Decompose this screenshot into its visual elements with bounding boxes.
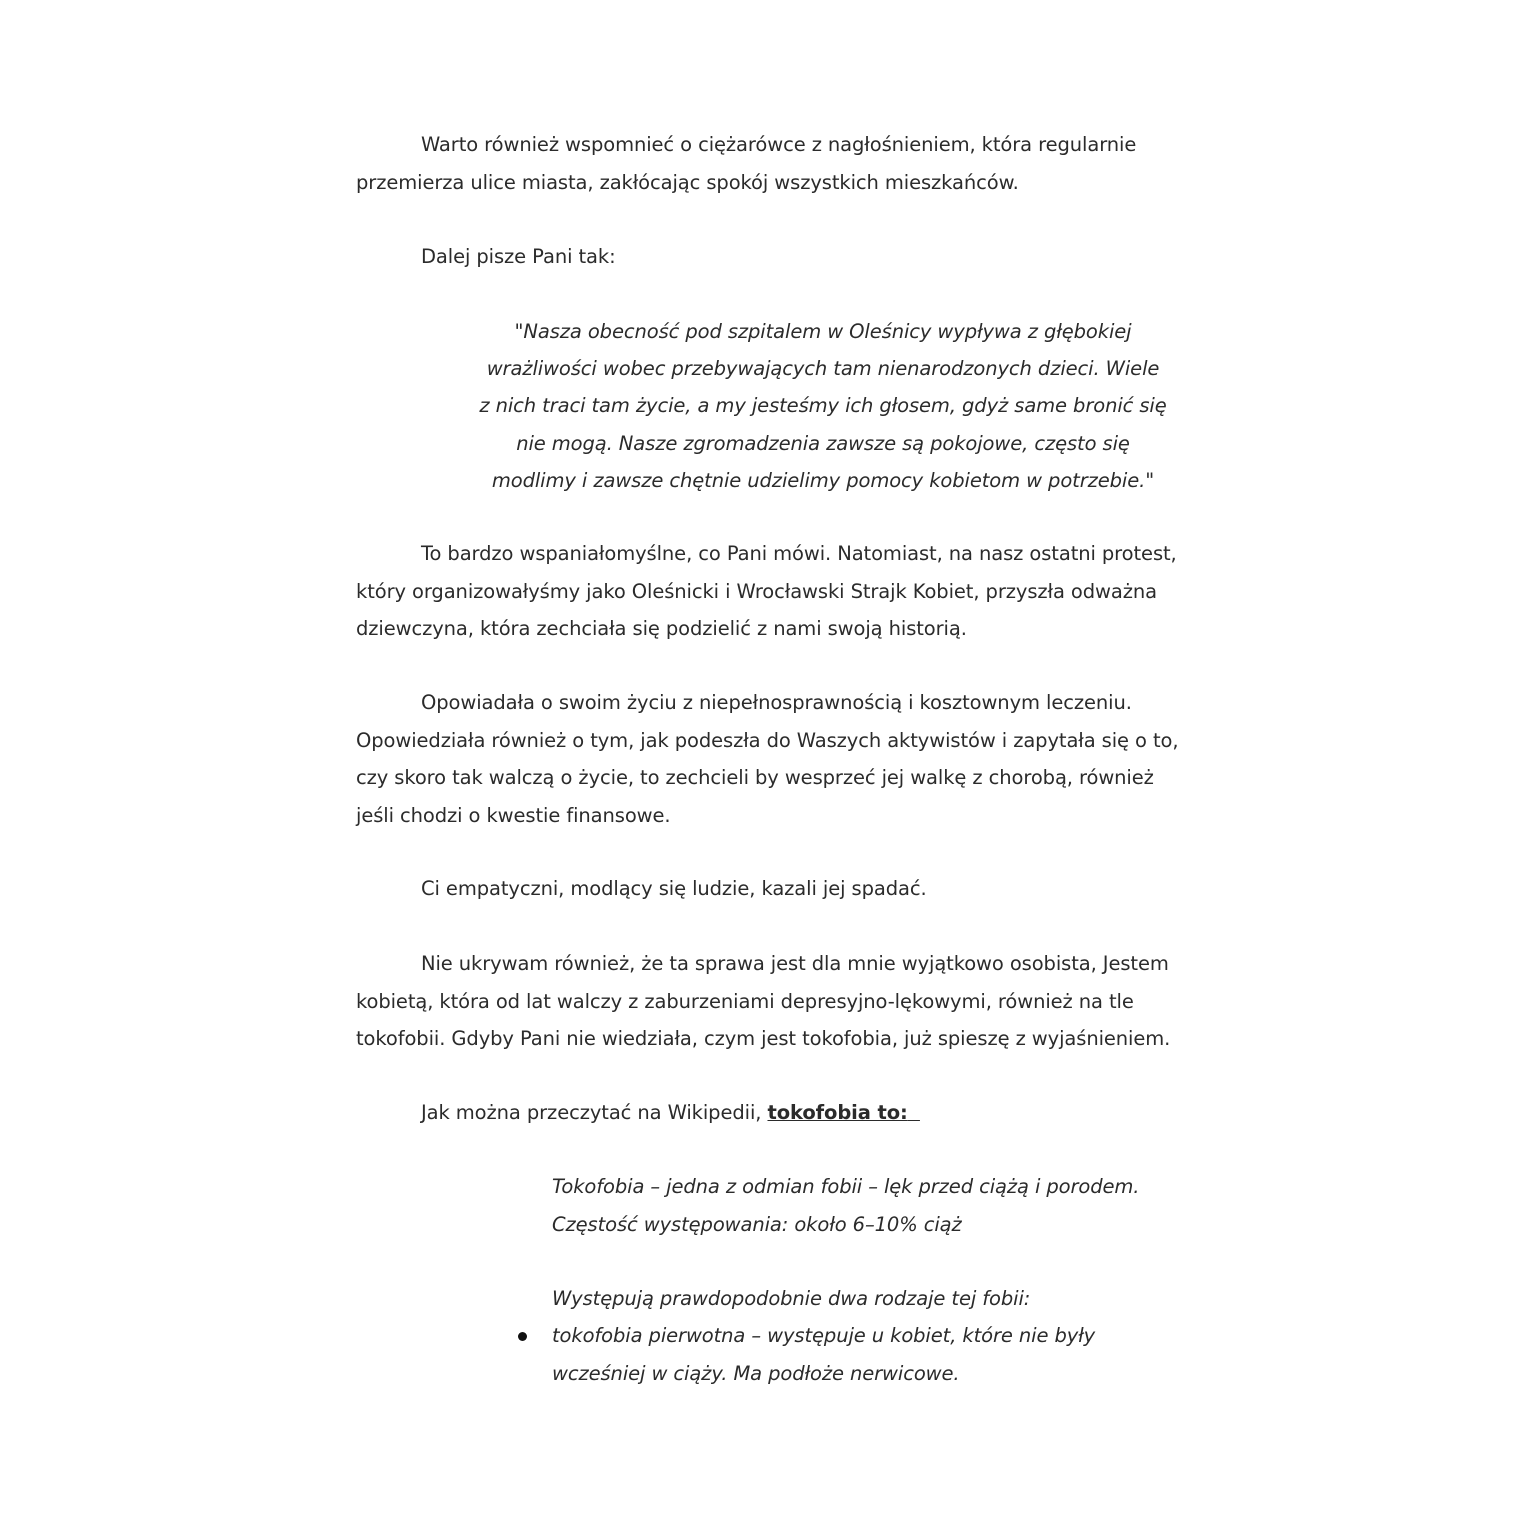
tokophobia-heading: tokofobia to: bbox=[767, 1101, 908, 1124]
wiki-types-intro bbox=[552, 1280, 1192, 1318]
paragraph-empathy: Ci empatyczni, modlący się ludzie, kazali jej spadać. bbox=[421, 877, 927, 900]
list-item bbox=[552, 1317, 1152, 1392]
paragraph-personal: Nie ukrywam również, że ta sprawa jest dla mnie wyjątkowo osobista, Jestem kobietą, która od lat walczy z zaburzeniami depresyjno-lękowymi, również na tle tokofobii. Gdyby Pani nie wiedziała, czym jest tokofobia, już spieszę z wyjaśnieniem. bbox=[356, 952, 1171, 1050]
paragraph-story: Opowiadała o swoim życiu z niepełnosprawnością i kosztownym leczeniu. Opowiedziała również o tym, jak podeszła do Waszych aktywistów i zapytała się o to, czy skoro tak walczą o życie, to zechcieli by wesprzeć jej walkę z chorobą, również jeśli chodzi o kwestie finansowe. bbox=[356, 691, 1179, 827]
wiki-types-line: Występują prawdopodobnie dwa rodzaje tej fobii: bbox=[552, 1287, 1031, 1310]
tokophobia-types-list bbox=[552, 1317, 1152, 1392]
paragraph-wikipedia bbox=[356, 1094, 1186, 1132]
wiki-definition bbox=[552, 1168, 1192, 1243]
blockquote bbox=[478, 313, 1168, 499]
bullet-icon bbox=[518, 1332, 527, 1341]
quote-line: wrażliwości wobec przebywających tam nienarodzonych dzieci. Wiele bbox=[486, 357, 1160, 381]
wiki-frequency-line: Częstość występowania: około 6–10% ciąż bbox=[552, 1212, 962, 1236]
quote-line: "Nasza obecność pod szpitalem w Oleśnicy wypływa z głębokiej bbox=[514, 320, 1132, 343]
paragraph-protest: To bardzo wspaniałomyślne, co Pani mówi. Natomiast, na nasz ostatni protest, który organizowałyśmy jako Oleśnicki i Wrocławski Strajk Kobiet, przyszła odważna dziewczyna, która zechciała się podzielić z nami swoją historią. bbox=[356, 542, 1177, 640]
wikipedia-intro-text: Jak można przeczytać na Wikipedii, bbox=[421, 1101, 768, 1124]
paragraph-further: Dalej pisze Pani tak: bbox=[421, 245, 616, 268]
wiki-definition-line: Tokofobia – jedna z odmian fobii – lęk przed ciążą i porodem. bbox=[552, 1175, 1140, 1198]
quote-line: nie mogą. Nasze zgromadzenia zawsze są pokojowe, często się bbox=[516, 431, 1130, 455]
paragraph-truck: Warto również wspomnieć o ciężarówce z nagłośnieniem, która regularnie przemierza ulice miasta, zakłócając spokój wszystkich mieszkańców. bbox=[356, 133, 1137, 194]
quote-line: modlimy i zawsze chętnie udzielimy pomocy kobietom w potrzebie." bbox=[491, 468, 1155, 492]
quote-line: z nich traci tam życie, a my jesteśmy ich głosem, gdyż same bronić się bbox=[479, 394, 1167, 418]
list-item-text: tokofobia pierwotna – występuje u kobiet, które nie były wcześniej w ciąży. Ma podłoże nerwicowe. bbox=[552, 1324, 1096, 1385]
